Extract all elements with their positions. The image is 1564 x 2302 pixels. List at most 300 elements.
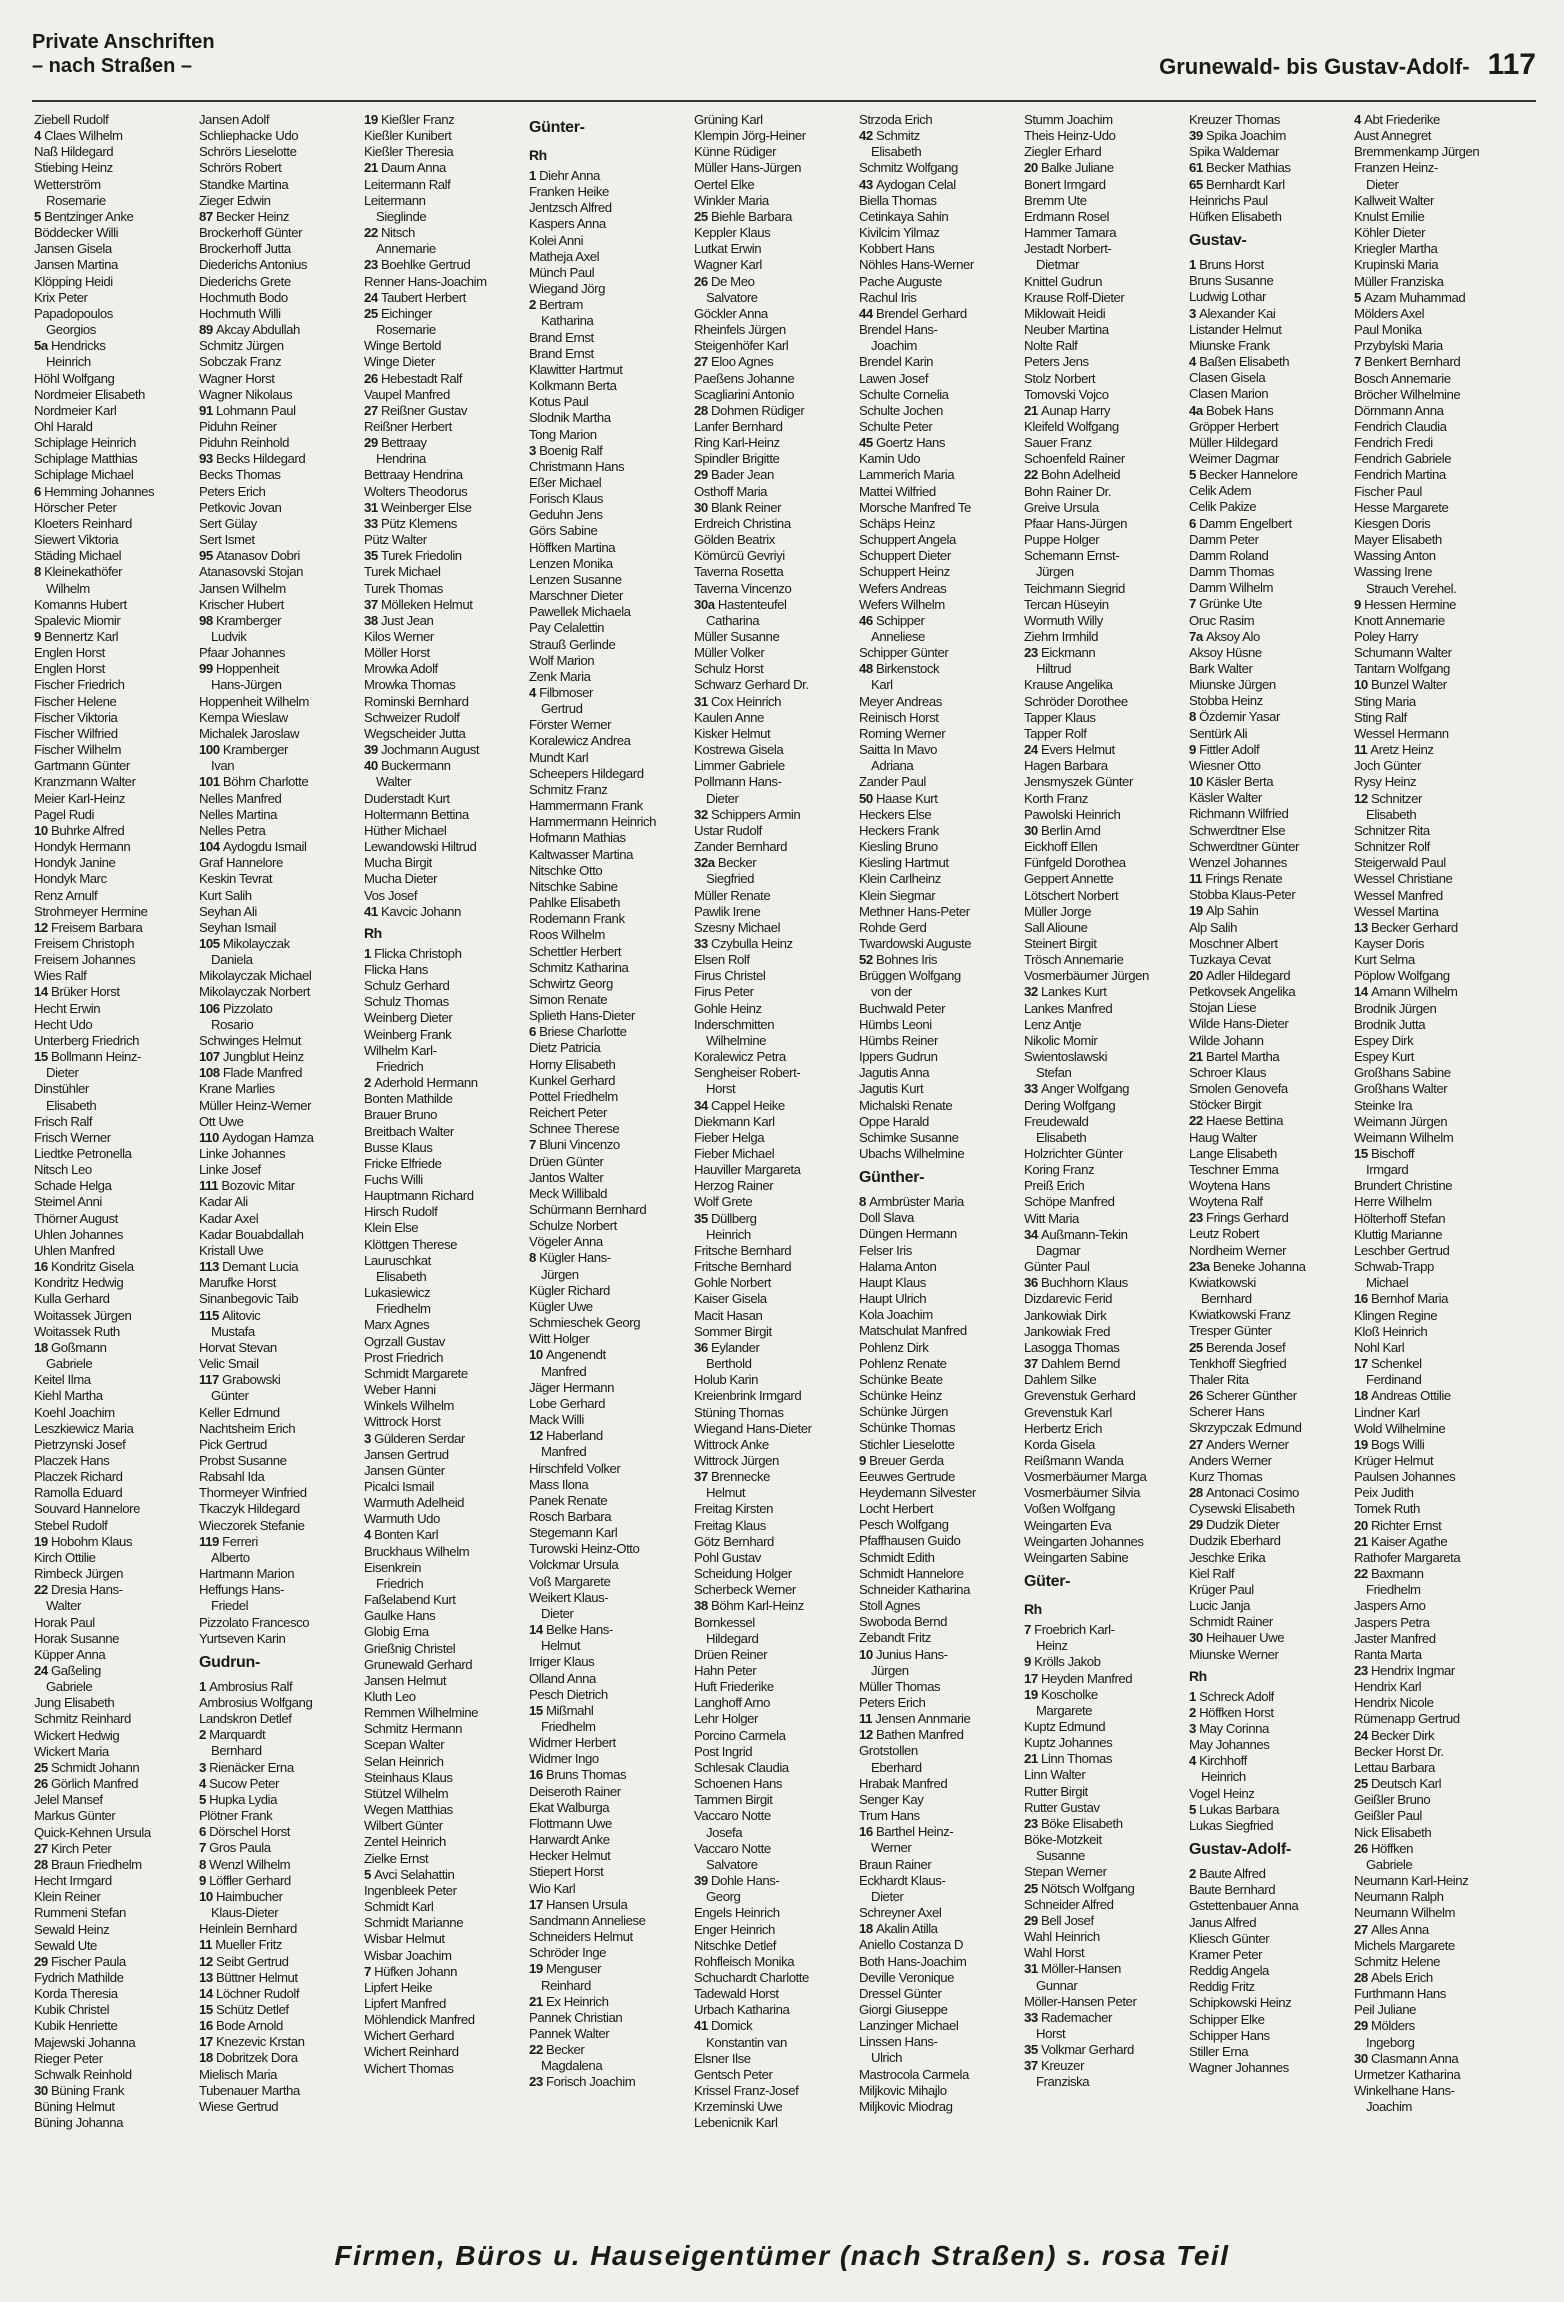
resident-name: Ohl Harald <box>34 418 93 434</box>
resident-entry <box>1189 1307 1354 1323</box>
resident-name: Klein Reiner <box>34 1889 101 1905</box>
resident-name: Schiplage Michael <box>34 467 134 483</box>
resident-entry <box>529 911 694 927</box>
resident-entry <box>34 1873 199 1889</box>
resident-name: Urmetzer Katharina <box>1354 2066 1461 2082</box>
resident-entry <box>1189 1582 1354 1598</box>
resident-name: Ramolla Eduard <box>34 1485 123 1501</box>
resident-name: Leitermann Ralf <box>364 176 451 192</box>
resident-entry <box>694 1453 859 1469</box>
entry-continuation <box>529 1364 694 1380</box>
resident-name: Braun Friedhelm <box>50 1856 142 1872</box>
resident-name: Wilbert Günter <box>364 1818 443 1834</box>
resident-entry <box>1189 516 1354 532</box>
resident-name: Damm Roland <box>1189 547 1269 563</box>
resident-name: Jansen Wilhelm <box>199 580 286 596</box>
resident-entry <box>199 1711 364 1727</box>
resident-entry <box>859 1501 1024 1517</box>
resident-entry <box>364 742 529 758</box>
resident-entry <box>1024 1227 1189 1243</box>
resident-name: Wio Karl <box>529 1880 576 1896</box>
resident-name: Schmitz Jürgen <box>199 338 284 354</box>
resident-entry <box>1024 968 1189 984</box>
resident-name: Fischer Wilfried <box>34 725 118 741</box>
house-number: 29 <box>694 467 711 483</box>
resident-name: Standke Martina <box>199 176 289 192</box>
resident-entry <box>694 1905 859 1921</box>
resident-name: Schmidt Edith <box>859 1549 935 1565</box>
house-number: 2 <box>1189 1866 1200 1882</box>
resident-entry <box>694 710 859 726</box>
resident-entry <box>1189 1979 1354 1995</box>
resident-entry <box>694 532 859 548</box>
resident-entry <box>364 823 529 839</box>
resident-name: Konstantin van <box>706 2034 787 2050</box>
house-number: 89 <box>199 322 216 338</box>
resident-entry <box>34 1017 199 1033</box>
resident-entry <box>694 839 859 855</box>
resident-entry <box>694 1049 859 1065</box>
resident-entry <box>199 839 364 855</box>
resident-name: Böddecker Willi <box>34 225 119 241</box>
resident-entry <box>1189 435 1354 451</box>
resident-entry <box>199 774 364 790</box>
resident-name: Schmitz Reinhard <box>34 1711 131 1727</box>
resident-name: Keller Edmund <box>199 1404 280 1420</box>
entry-continuation <box>364 1269 529 1285</box>
resident-entry <box>1189 726 1354 742</box>
resident-entry <box>34 1582 199 1598</box>
directory-column <box>859 112 1024 2230</box>
resident-entry <box>529 378 694 394</box>
resident-entry <box>1354 1841 1519 1857</box>
resident-entry <box>364 807 529 823</box>
resident-entry <box>694 564 859 580</box>
resident-name: Mölders Axel <box>1354 305 1425 321</box>
resident-entry <box>1189 1915 1354 1931</box>
entry-continuation <box>199 952 364 968</box>
resident-name: Senger Kay <box>859 1791 924 1807</box>
resident-name: Käsler Walter <box>1189 790 1262 806</box>
resident-entry <box>694 1615 859 1631</box>
resident-name: Günter <box>211 1388 249 1404</box>
resident-name: Pick Gertrud <box>199 1436 267 1452</box>
resident-name: Linssen Hans- <box>859 2034 938 2050</box>
resident-name: Simon Renate <box>529 991 608 1007</box>
resident-name: Breuer Gerda <box>869 1452 944 1468</box>
resident-name: Fischer Wilhelm <box>34 742 122 758</box>
resident-name: Bohn Rainer Dr. <box>1024 483 1112 499</box>
resident-name: Schwalk Reinhold <box>34 2066 132 2082</box>
resident-entry <box>859 451 1024 467</box>
house-number: 31 <box>364 499 381 515</box>
resident-entry <box>694 1760 859 1776</box>
resident-entry <box>1189 1818 1354 1834</box>
entry-continuation <box>1024 1130 1189 1146</box>
resident-entry <box>1189 1931 1354 1947</box>
resident-name: Pottel Friedhelm <box>529 1088 618 1104</box>
resident-name: Weinberger Else <box>380 499 472 515</box>
resident-entry <box>529 766 694 782</box>
resident-name: Catharina <box>706 612 760 628</box>
house-number: 5 <box>1189 1801 1200 1817</box>
resident-name: Kaiser Gisela <box>694 1291 767 1307</box>
resident-name: Lucic Janja <box>1189 1598 1251 1614</box>
resident-entry <box>199 2050 364 2066</box>
resident-name: Tong Marion <box>529 426 597 442</box>
resident-name: Schwerdtner Else <box>1189 822 1286 838</box>
resident-name: Scheidung Holger <box>694 1566 792 1582</box>
resident-entry <box>199 726 364 742</box>
resident-name: Pietrzynski Josef <box>34 1436 126 1452</box>
resident-entry <box>364 962 529 978</box>
house-number: 106 <box>199 1000 223 1016</box>
resident-entry <box>34 694 199 710</box>
resident-entry <box>364 1350 529 1366</box>
resident-entry <box>199 193 364 209</box>
house-number: 16 <box>1354 1291 1371 1307</box>
resident-entry <box>529 620 694 636</box>
resident-name: Ulrich <box>871 2050 903 2066</box>
resident-entry <box>529 1250 694 1266</box>
resident-name: Tomovski Vojco <box>1024 386 1109 402</box>
resident-name: Trösch Annemarie <box>1024 952 1124 968</box>
resident-entry <box>859 1098 1024 1114</box>
resident-name: Tomek Ruth <box>1354 1501 1420 1517</box>
resident-entry <box>364 1608 529 1624</box>
resident-entry <box>364 177 529 193</box>
resident-entry <box>1189 1420 1354 1436</box>
resident-entry <box>364 1188 529 1204</box>
resident-entry <box>1024 241 1189 257</box>
resident-entry <box>199 1081 364 1097</box>
resident-name: Ubachs Wilhelmine <box>859 1146 965 1161</box>
resident-entry <box>1024 1832 1189 1848</box>
resident-name: Paul Monika <box>1354 322 1422 338</box>
resident-name: Scheepers Hildegard <box>529 765 644 781</box>
resident-name: Eickmann <box>1040 645 1096 661</box>
house-number: 18 <box>1354 1388 1371 1404</box>
resident-name: Schäps Heinz <box>859 515 935 531</box>
resident-entry <box>1354 791 1519 807</box>
resident-name: Kirchhoff <box>1199 1753 1247 1769</box>
resident-name: Schiplage Matthias <box>34 451 138 467</box>
resident-name: Stöcker Birgit <box>1189 1097 1262 1113</box>
resident-entry <box>364 435 529 451</box>
resident-entry <box>859 1647 1024 1663</box>
resident-entry <box>1189 1882 1354 1898</box>
resident-name: Schettler Herbert <box>529 943 622 959</box>
resident-entry <box>1189 1226 1354 1242</box>
resident-entry <box>1189 1705 1354 1721</box>
resident-entry <box>529 1751 694 1767</box>
resident-entry <box>1024 1897 1189 1913</box>
resident-entry <box>529 1396 694 1412</box>
resident-entry <box>1354 1566 1519 1582</box>
resident-name: Miljkovic Mihajlo <box>859 2082 947 2098</box>
resident-name: Kubik Henriette <box>34 2018 118 2034</box>
resident-entry <box>34 1453 199 1469</box>
resident-name: Baßen Elisabeth <box>1199 354 1290 370</box>
resident-entry <box>364 500 529 516</box>
resident-name: Reddig Fritz <box>1189 1979 1255 1995</box>
resident-entry <box>1354 1598 1519 1614</box>
resident-entry <box>859 1954 1024 1970</box>
house-number: 28 <box>1189 1484 1206 1500</box>
resident-entry <box>1354 1178 1519 1194</box>
resident-name: Hildegard <box>706 1630 759 1646</box>
resident-name: Nelles Manfred <box>199 790 282 806</box>
resident-entry <box>859 661 1024 677</box>
resident-name: Panek Renate <box>529 1492 608 1508</box>
resident-entry <box>34 871 199 887</box>
resident-entry <box>34 1049 199 1065</box>
resident-entry <box>364 1948 529 1964</box>
resident-name: Miunske Werner <box>1189 1646 1279 1662</box>
resident-entry <box>34 1615 199 1631</box>
resident-name: Nötsch Wolfgang <box>1040 1880 1135 1896</box>
resident-entry <box>199 888 364 904</box>
resident-entry <box>1354 1501 1519 1517</box>
house-number: 18 <box>34 1339 51 1355</box>
resident-name: Korda Gisela <box>1024 1436 1095 1452</box>
resident-entry <box>34 274 199 290</box>
resident-name: Kömürcü Gevriyi <box>694 548 785 564</box>
resident-entry <box>364 758 529 774</box>
resident-name: Siegfried <box>706 871 754 887</box>
entry-continuation <box>364 1576 529 1592</box>
street-heading: Güter- <box>1024 1573 1071 1591</box>
house-number: 3 <box>529 442 540 458</box>
resident-name: Kondritz Gisela <box>50 1259 134 1275</box>
resident-entry <box>364 946 529 962</box>
resident-entry <box>34 177 199 193</box>
resident-name: Forisch Joachim <box>545 2074 636 2090</box>
resident-entry <box>34 451 199 467</box>
resident-name: Berlin Arnd <box>1040 822 1101 838</box>
resident-entry <box>529 491 694 507</box>
resident-entry <box>364 2044 529 2060</box>
resident-entry <box>1189 2012 1354 2028</box>
resident-name: Gartmann Günter <box>34 758 130 774</box>
resident-entry <box>1354 532 1519 548</box>
resident-name: Post Ingrid <box>694 1743 753 1759</box>
resident-name: Evers Helmut <box>1040 742 1115 758</box>
resident-name: Steinke Ira <box>1354 1097 1413 1113</box>
resident-name: Nitsch Leo <box>34 1162 92 1178</box>
resident-name: Wittrock Jürgen <box>694 1452 779 1468</box>
resident-name: Jensen Annmarie <box>875 1711 971 1727</box>
resident-entry <box>859 1194 1024 1210</box>
resident-name: Paeßens Johanne <box>694 370 795 386</box>
resident-name: Geppert Annette <box>1024 871 1114 887</box>
house-number: 5 <box>1354 289 1365 305</box>
resident-name: Schoenen Hans <box>694 1776 782 1792</box>
resident-entry <box>34 1485 199 1501</box>
resident-name: Zebandt Fritz <box>859 1630 931 1646</box>
resident-entry <box>34 1340 199 1356</box>
resident-name: Dudzik Dieter <box>1205 1517 1280 1533</box>
entry-continuation <box>859 1840 1024 1856</box>
resident-name: Bentzinger Anke <box>44 208 134 224</box>
resident-name: Dieter <box>871 1888 904 1904</box>
resident-entry <box>1354 257 1519 273</box>
resident-entry <box>529 895 694 911</box>
resident-name: Faßelabend Kurt <box>364 1592 456 1608</box>
resident-entry <box>364 2012 529 2028</box>
resident-name: Höhl Wolfgang <box>34 370 115 386</box>
resident-name: Manfred <box>541 1363 587 1379</box>
resident-entry <box>1189 1097 1354 1113</box>
resident-name: Hans-Jürgen <box>211 677 282 693</box>
resident-name: Fischer Helene <box>34 693 117 709</box>
resident-name: Dörnmann Anna <box>1354 402 1444 418</box>
house-number: 12 <box>199 1953 216 1969</box>
resident-entry <box>1354 1405 1519 1421</box>
resident-name: Schrörs Lieselotte <box>199 144 297 160</box>
resident-entry <box>1189 112 1354 128</box>
resident-name: Hansen Ursula <box>545 1896 628 1912</box>
house-number: 23 <box>529 2074 546 2090</box>
resident-name: Köhler Dieter <box>1354 225 1426 241</box>
resident-name: Hondyk Janine <box>34 855 116 871</box>
resident-name: Nordmeier Elisabeth <box>34 386 145 402</box>
resident-name: Böke Elisabeth <box>1040 1815 1123 1831</box>
resident-entry <box>1189 2028 1354 2044</box>
resident-name: Splieth Hans-Dieter <box>529 1008 635 1024</box>
resident-entry <box>199 500 364 516</box>
resident-name: Twardowski Auguste <box>859 935 972 951</box>
resident-entry <box>529 572 694 588</box>
resident-name: Hauviller Margareta <box>694 1162 801 1178</box>
house-number: 119 <box>199 1533 223 1549</box>
resident-entry <box>529 1202 694 1218</box>
resident-entry <box>1354 629 1519 645</box>
resident-entry <box>694 257 859 273</box>
resident-name: Fricke Elfriede <box>364 1155 442 1171</box>
resident-entry <box>859 548 1024 564</box>
resident-entry <box>364 1204 529 1220</box>
resident-name: Bark Walter <box>1189 661 1253 676</box>
resident-name: Jentzsch Alfred <box>529 200 612 216</box>
resident-name: Hammermann Heinrich <box>529 814 657 830</box>
resident-entry <box>1189 483 1354 499</box>
resident-entry <box>1189 758 1354 774</box>
resident-name: Müller Hans-Jürgen <box>694 160 801 176</box>
resident-entry <box>364 1641 529 1657</box>
resident-name: Fendrich Claudia <box>1354 418 1447 434</box>
resident-name: Alp Sahin <box>1205 903 1259 919</box>
resident-entry <box>199 968 364 984</box>
resident-entry <box>859 1356 1024 1372</box>
resident-entry <box>859 306 1024 322</box>
resident-name: Just Jean <box>380 612 434 628</box>
resident-name: Pollmann Hans- <box>694 774 782 790</box>
resident-entry <box>34 467 199 483</box>
resident-name: Josefa <box>706 1824 743 1840</box>
resident-entry <box>1024 839 1189 855</box>
resident-entry <box>1024 1816 1189 1832</box>
resident-name: Fendrich Gabriele <box>1354 451 1452 467</box>
resident-name: Schnitzer <box>1370 790 1422 806</box>
house-number: 1 <box>1189 1688 1200 1704</box>
resident-name: Pohlenz Dirk <box>859 1339 929 1355</box>
resident-entry <box>1189 920 1354 936</box>
resident-entry <box>1024 1945 1189 1961</box>
resident-entry <box>34 1308 199 1324</box>
resident-entry <box>859 968 1024 984</box>
resident-entry <box>199 419 364 435</box>
house-number: 48 <box>859 661 876 677</box>
resident-name: Schulz Gerhard <box>364 978 450 994</box>
entry-continuation <box>364 451 529 467</box>
resident-entry <box>1024 742 1189 758</box>
resident-entry <box>364 387 529 403</box>
resident-name: Susanne <box>1036 1848 1085 1864</box>
resident-entry <box>34 1388 199 1404</box>
resident-entry <box>859 597 1024 613</box>
resident-entry <box>1024 1550 1189 1566</box>
resident-name: Wichert Gerhard <box>364 2028 454 2044</box>
resident-name: Kilos Werner <box>364 629 434 644</box>
resident-entry <box>34 2115 199 2131</box>
resident-entry <box>34 952 199 968</box>
resident-name: Schmitz Franz <box>529 781 608 797</box>
resident-name: Schulz Horst <box>694 661 764 677</box>
resident-name: Knott Annemarie <box>1354 612 1445 628</box>
resident-entry <box>1189 790 1354 806</box>
resident-name: Rachul Iris <box>859 289 917 305</box>
resident-entry <box>1189 1753 1354 1769</box>
house-number: 8 <box>529 1250 540 1266</box>
resident-name: Sauer Franz <box>1024 435 1092 451</box>
resident-entry <box>529 717 694 733</box>
resident-entry <box>1024 1388 1189 1404</box>
resident-name: Mrowka Adolf <box>364 661 438 677</box>
resident-entry <box>364 1867 529 1883</box>
resident-name: Cox Heinrich <box>710 693 782 709</box>
resident-entry <box>694 1550 859 1566</box>
resident-entry <box>34 2035 199 2051</box>
resident-name: Matschulat Manfred <box>859 1323 967 1339</box>
house-number: 26 <box>34 1776 51 1792</box>
resident-entry <box>1354 1647 1519 1663</box>
resident-entry <box>529 733 694 749</box>
resident-name: Scherbeck Werner <box>694 1582 796 1598</box>
resident-name: Szesny Michael <box>694 919 781 935</box>
house-number: 24 <box>1024 742 1041 758</box>
resident-name: Woitassek Ruth <box>34 1323 120 1339</box>
resident-entry <box>694 500 859 516</box>
resident-name: Schulte Cornelia <box>859 386 949 402</box>
resident-entry <box>1354 1227 1519 1243</box>
resident-name: Freitag Kirsten <box>694 1501 774 1517</box>
resident-entry <box>859 290 1024 306</box>
resident-name: Gohle Heinz <box>694 1000 762 1016</box>
resident-name: Sinanbegovic Taib <box>199 1291 299 1307</box>
resident-name: Wisbar Helmut <box>364 1931 445 1947</box>
resident-entry <box>1024 1518 1189 1534</box>
resident-name: Meck Willibald <box>529 1185 607 1201</box>
resident-name: Schimke Susanne <box>859 1129 959 1145</box>
resident-entry <box>1354 1954 1519 1970</box>
resident-name: Wiese Gertrud <box>199 2098 279 2114</box>
resident-entry <box>1189 1689 1354 1705</box>
resident-entry <box>1024 1211 1189 1227</box>
resident-name: Grünke Ute <box>1199 596 1263 612</box>
resident-entry <box>1354 225 1519 241</box>
entry-continuation <box>199 1743 364 1759</box>
